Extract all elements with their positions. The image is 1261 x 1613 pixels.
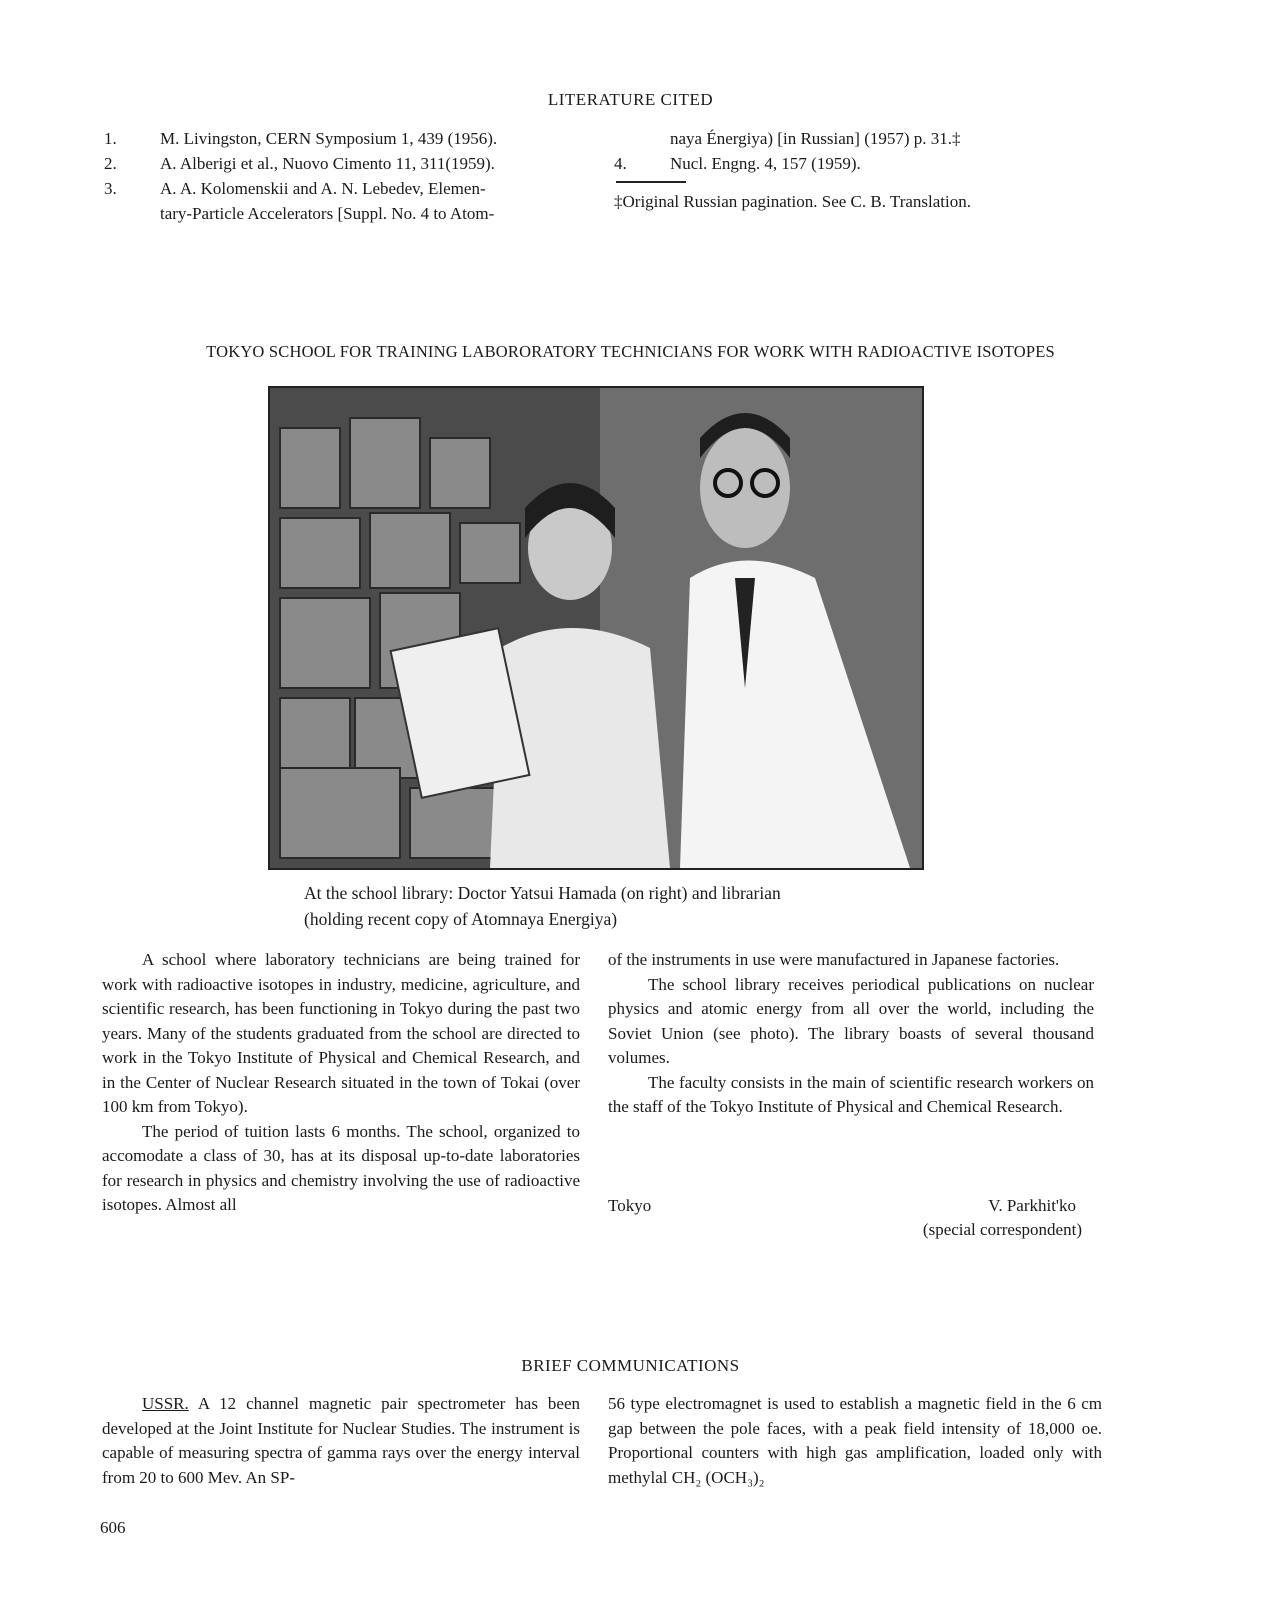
reference-item <box>104 201 594 226</box>
reference-number: 1. <box>104 129 117 148</box>
reference-number: 3. <box>104 179 117 198</box>
reference-text: tary-Particle Accelerators [Suppl. No. 4 to Atom- <box>160 204 495 223</box>
brief-right-column <box>608 1392 1102 1490</box>
reference-item <box>104 151 594 176</box>
reference-text: M. Livingston, CERN Symposium 1, 439 (1956). <box>160 129 498 148</box>
article-title: TOKYO SCHOOL FOR TRAINING LABORORATORY TECHNICIANS FOR WORK WITH RADIOACTIVE ISOTOPES <box>206 342 1055 361</box>
reference-item <box>104 126 594 151</box>
article-paragraph: The school library receives periodical publications on nuclear physics and atomic energy from all over the world, including the Soviet Union (see photo). The library boasts of several thousand volumes. <box>608 974 1094 1067</box>
article-paragraph: The period of tuition lasts 6 months. The school, organized to accomodate a class of 30, has at its disposal up-to-date laboratories for research in physics and chemistry involving the use of radioactive isotopes. Almost all <box>102 1121 580 1214</box>
article-photo <box>268 386 924 870</box>
dateline-place: Tokyo <box>608 1196 652 1215</box>
references-right <box>614 126 1094 214</box>
reference-text: naya Énergiya) [in Russian] (1957) p. 31.‡ <box>670 129 961 148</box>
literature-heading: LITERATURE CITED <box>547 90 714 109</box>
reference-text: Nucl. Engng. 4, 157 (1959). <box>670 154 861 173</box>
photo-caption <box>304 880 1004 932</box>
reference-text: A. Alberigi et al., Nuovo Cimento 11, 311(1959). <box>160 154 495 173</box>
article-paragraph: A school where laboratory technicians are being trained for work with radioactive isotopes in industry, medicine, agriculture, and scientific research, has been functioning in Tokyo during the past two years. Many of the students graduated from the school are directed to work in the Tokyo Institute of Physical and Chemical Research, and in the Center of Nuclear Research situated in the town of Tokai (over 100 km from Tokyo). <box>102 950 580 1116</box>
footnote: ‡Original Russian pagination. See C. B. Translation. <box>614 192 971 211</box>
article-paragraph: of the instruments in use were manufactured in Japanese factories. <box>608 950 1060 969</box>
author-role: (special correspondent) <box>922 1220 1082 1239</box>
brief-text: A 12 channel magnetic pair spectrometer has been developed at the Joint Institute for Nuclear Studies. The instrument is capable of measuring spectra of gamma rays over the energy interval from 20 to 600 Mev. An SP- <box>102 1394 580 1487</box>
caption-line: (holding recent copy of Atomnaya Energiya) <box>304 909 618 929</box>
article-left-column <box>102 948 580 1218</box>
brief-heading: BRIEF COMMUNICATIONS <box>521 1356 740 1375</box>
reference-text: A. A. Kolomenskii and A. N. Lebedev, Elemen- <box>160 179 486 198</box>
article-right-column <box>608 948 1094 1120</box>
brief-text: 56 type electromagnet is used to establish a magnetic field in the 6 cm gap between the pole faces, with a peak field intensity of 18,000 oe. Proportional counters with high gas amplification, loaded only with methylal CH₂ (OCH₃)₂ <box>608 1394 1102 1487</box>
author-name: V. Parkhit'ko <box>988 1196 1076 1215</box>
reference-item <box>104 176 594 201</box>
footnote-separator <box>616 181 686 183</box>
reference-number: 2. <box>104 154 117 173</box>
country-label: USSR. <box>142 1394 189 1413</box>
page-number: 606 <box>100 1518 126 1537</box>
brief-left-column <box>102 1392 580 1490</box>
reference-item <box>614 151 1094 176</box>
article-paragraph: The faculty consists in the main of scientific research workers on the staff of the Tokyo Institute of Physical and Chemical Research. <box>608 1072 1094 1116</box>
caption-line: At the school library: Doctor Yatsui Hamada (on right) and librarian <box>304 883 781 903</box>
reference-number: 4. <box>614 154 627 173</box>
photo-illustration <box>270 388 922 868</box>
reference-item <box>614 126 1094 151</box>
references-left <box>104 126 594 226</box>
